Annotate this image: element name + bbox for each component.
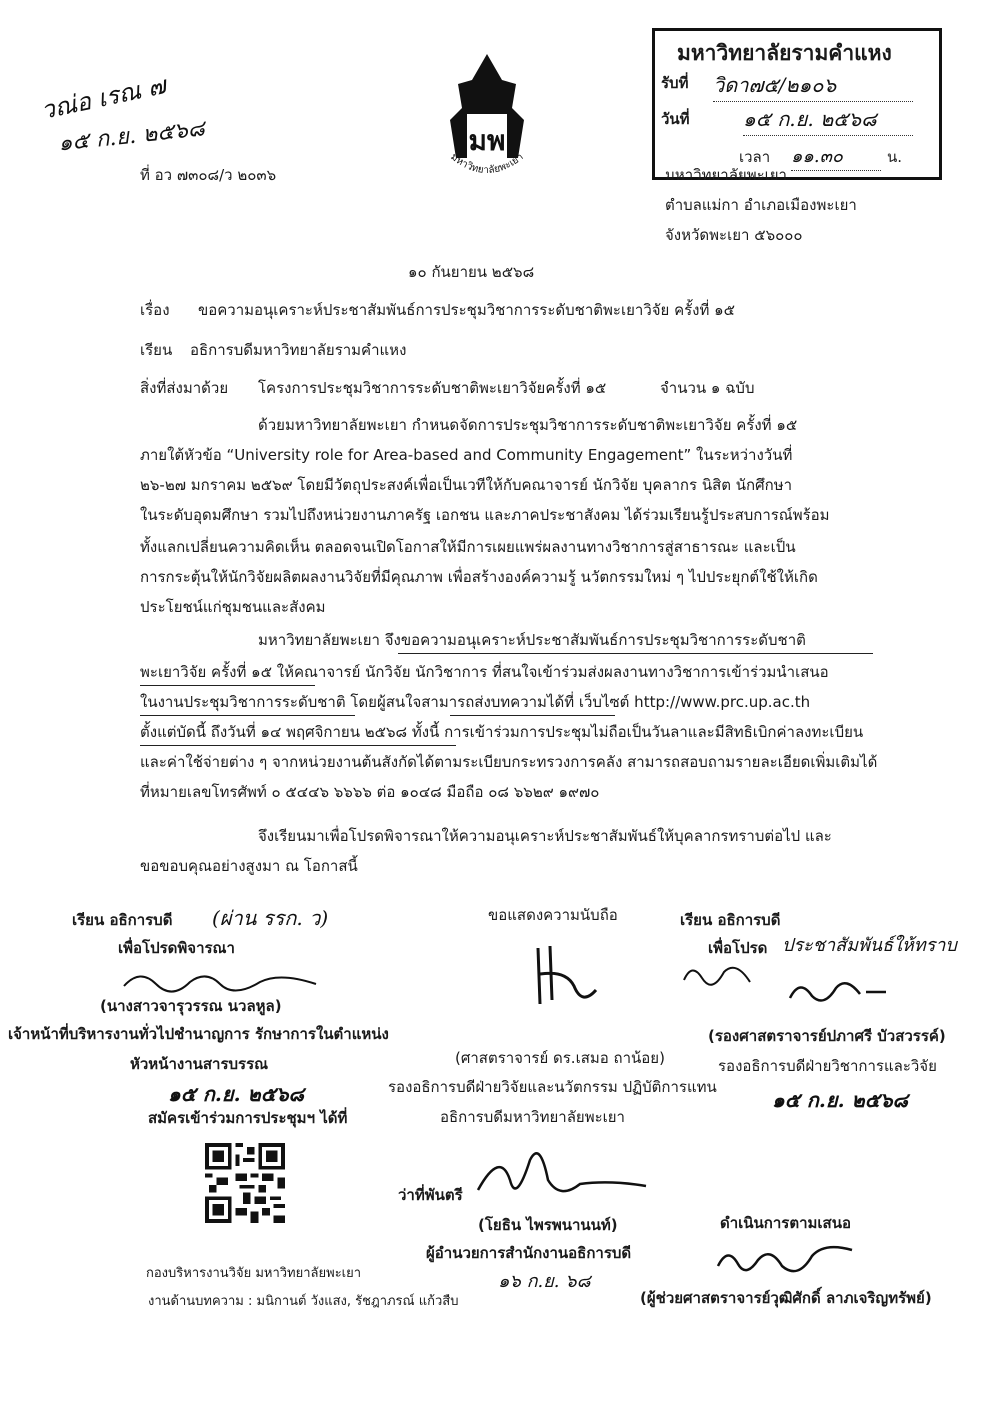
handwritten-signature-icon	[470, 1140, 650, 1210]
right-note-purpose-label: เพื่อโปรด	[708, 939, 768, 957]
left-note-date: ๑๕ ก.ย. ๒๕๖๘	[168, 1082, 304, 1106]
right-note-title: รองอธิการบดีฝ่ายวิชาการและวิจัย	[718, 1057, 937, 1075]
right-note-purpose-hand: ประชาสัมพันธ์ให้ทราบ	[782, 935, 957, 956]
stamp-title: มหาวิทยาลัยรามคำแหง	[677, 41, 892, 65]
svg-text:มพ: มพ	[468, 124, 506, 157]
subject-label: เรื่อง	[140, 301, 170, 319]
letter-date: ๑๐ กันยายน ๒๕๖๘	[408, 263, 535, 281]
qr-code-icon[interactable]	[205, 1143, 285, 1223]
stamp-time-label: เวลา	[739, 148, 771, 166]
paragraph1-line: ภายใต้หัวข้อ “University role for Area-based and Community Engagement” ในระหว่างวันที่	[140, 446, 793, 464]
to-label: เรียน	[140, 341, 173, 359]
to-text: อธิการบดีมหาวิทยาลัยรามคำแหง	[190, 341, 407, 359]
left-note-purpose: เพื่อโปรดพิจารณา	[118, 939, 235, 957]
left-note-name: (นางสาวจารุวรรณ นวลหูล)	[100, 997, 282, 1015]
enclosure-qty: จำนวน ๑ ฉบับ	[660, 379, 755, 397]
sender-address-line-3: จังหวัดพะเยา ๕๖๐๐๐	[665, 226, 803, 244]
paragraph1-line: ๒๖-๒๗ มกราคม ๒๕๖๙ โดยมีวัตถุประสงค์เพื่อเป็นเวทีให้กับคณาจารย์ นักวิจัย บุคลากร นิสิต นักศึกษา	[140, 476, 793, 494]
footer-contact: งานด้านบทความ : มนิกานต์ วังแสง, รัชฎาภรณ์ แก้วสืบ	[148, 1294, 459, 1309]
paragraph1-line: ทั้งแลกเปลี่ยนความคิดเห็น ตลอดจนเปิดโอกาสให้มีการเผยแพร่ผลงานทางวิชาการสู่สาธารณะ และเป็น	[140, 538, 796, 556]
proceed-name: (ผู้ช่วยศาสตราจารย์วุฒิศักดิ์ ลาภเจริญทรัพย์)	[640, 1289, 932, 1307]
university-logo	[432, 50, 542, 190]
left-note-title-2: หัวหน้างานสารบรรณ	[130, 1055, 269, 1073]
handwritten-signature-icon	[680, 958, 930, 1018]
enclosure-text: โครงการประชุมวิชาการระดับชาติพะเยาวิจัยครั้งที่ ๑๕	[258, 379, 607, 397]
paragraph1-line: ด้วยมหาวิทยาลัยพะเยา กำหนดจัดการประชุมวิชาการระดับชาติพะเยาวิจัย ครั้งที่ ๑๕	[258, 416, 798, 434]
hand-underline-5	[140, 745, 456, 746]
left-note-to: เรียน อธิการบดี	[72, 911, 173, 929]
closing-phrase: ขอแสดงความนับถือ	[488, 906, 618, 924]
university-seal-icon	[432, 50, 542, 190]
handwritten-receipt-note: วณ่อ เรณ ๗	[38, 71, 169, 125]
left-note-via: (ผ่าน รรก. ว)	[212, 906, 329, 930]
center-signer-name: (ศาสตราจารย์ ดร.เสมอ ถาน้อย)	[455, 1049, 665, 1067]
paragraph2-line: และค่าใช้จ่ายต่าง ๆ จากหน่วยงานต้นสังกัดได้ตามระเบียบกระทรวงการคลัง สามารถสอบถามรายละเอียดเพิ่มเติมได้	[140, 753, 878, 771]
center-signer-title-1: รองอธิการบดีฝ่ายวิจัยและนวัตกรรม ปฏิบัติการแทน	[388, 1078, 717, 1096]
svg-text:มหาวิทยาลัยพะเยา: มหาวิทยาลัยพะเยา	[448, 151, 526, 177]
center-signer-title-2: อธิการบดีมหาวิทยาลัยพะเยา	[440, 1108, 625, 1126]
paragraph3-line: ขอขอบคุณอย่างสูงมา ณ โอกาสนี้	[140, 857, 358, 875]
paragraph1-line: ประโยชน์แก่ชุมชนและสังคม	[140, 598, 326, 616]
paragraph2-line: ตั้งแต่บัดนี้ ถึงวันที่ ๑๔ พฤศจิกายน ๒๕๖๘ ทั้งนี้ การเข้าร่วมการประชุมไม่ถือเป็นวันลาและมีสิทธิเบิกค่าลงทะเบียน	[140, 723, 864, 741]
paragraph2-line: มหาวิทยาลัยพะเยา จึงขอความอนุเคราะห์ประชาสัมพันธ์การประชุมวิชาการระดับชาติ	[258, 631, 806, 649]
hand-underline-3	[140, 715, 355, 716]
reference-number: ที่ อว ๗๓๐๘/ว ๒๐๓๖	[140, 166, 277, 184]
stamp-received-value: วิดา๗๕/๒๑๐๖	[713, 69, 913, 102]
paragraph2-line: ที่หมายเลขโทรศัพท์ ๐ ๕๔๔๖ ๖๖๖๖ ต่อ ๑๐๔๘ มือถือ ๐๘ ๖๖๒๙ ๑๙๗๐	[140, 783, 600, 801]
acting-title: ผู้อำนวยการสำนักงานอธิการบดี	[426, 1244, 632, 1262]
right-note-to: เรียน อธิการบดี	[680, 911, 781, 929]
handwritten-signature-icon	[518, 940, 608, 1020]
subject-text: ขอความอนุเคราะห์ประชาสัมพันธ์การประชุมวิชาการระดับชาติพะเยาวิจัย ครั้งที่ ๑๕	[198, 301, 736, 319]
stamp-time-suffix: น.	[887, 148, 903, 166]
receipt-stamp	[652, 28, 942, 180]
acting-label: ว่าที่พันตรี	[398, 1186, 463, 1204]
right-note-date: ๑๕ ก.ย. ๒๕๖๘	[772, 1088, 908, 1112]
handwritten-signature-icon	[712, 1236, 862, 1286]
proceed-label: ดำเนินการตามเสนอ	[720, 1214, 851, 1232]
paragraph2-line: พะเยาวิจัย ครั้งที่ ๑๕ ให้คณาจารย์ นักวิจัย นักวิชาการ ที่สนใจเข้าร่วมส่งผลงานทางวิชาการเข้าร่วมนำเสนอ	[140, 663, 829, 681]
hand-underline-4	[450, 715, 615, 716]
paragraph1-line: การกระตุ้นให้นักวิจัยผลิตผลงานวิจัยที่มีคุณภาพ เพื่อสร้างองค์ความรู้ นวัตกรรมใหม่ ๆ ไปประยุกต์ใช้ให้เกิด	[140, 568, 818, 586]
stamp-date-label: วันที่	[661, 110, 690, 128]
handwritten-signature-icon	[120, 966, 320, 996]
left-note-register: สมัครเข้าร่วมการประชุมฯ ได้ที่	[148, 1109, 348, 1127]
enclosure-label: สิ่งที่ส่งมาด้วย	[140, 379, 229, 397]
paragraph3-line: จึงเรียนมาเพื่อโปรดพิจารณาให้ความอนุเคราะห์ประชาสัมพันธ์ให้บุคลากรทราบต่อไป และ	[258, 827, 832, 845]
right-note-name: (รองศาสตราจารย์ปภาศรี บัวสวรรค์)	[708, 1027, 946, 1045]
hand-underline-2	[140, 685, 315, 686]
left-note-title-1: เจ้าหน้าที่บริหารงานทั่วไปชำนาญการ รักษาการในตำแหน่ง	[8, 1025, 389, 1043]
footer-dept: กองบริหารงานวิจัย มหาวิทยาลัยพะเยา	[146, 1266, 362, 1281]
paragraph1-line: ในระดับอุดมศึกษา รวมไปถึงหน่วยงานภาครัฐ เอกชน และภาคประชาสังคม ได้ร่วมเรียนรู้ประสบการณ์พร้อม	[140, 506, 830, 524]
sender-address-line-2: ตำบลแม่กา อำเภอเมืองพะเยา	[665, 196, 857, 214]
stamp-received-label: รับที่	[661, 74, 689, 92]
acting-name: (โยธิน ไพรพนานนท์)	[478, 1216, 618, 1234]
sender-address-line-1: มหาวิทยาลัยพะเยา	[665, 166, 787, 184]
acting-hand-date: ๑๖ ก.ย. ๖๘	[498, 1271, 591, 1292]
hand-underline-1	[398, 653, 873, 654]
stamp-date-value: ๑๕ ก.ย. ๒๕๖๘	[743, 103, 913, 136]
handwritten-receipt-date: ๑๕ ก.ย. ๒๕๖๘	[57, 116, 206, 157]
paragraph2-line: ในงานประชุมวิชาการระดับชาติ โดยผู้สนใจสามารถส่งบทความได้ที่ เว็บไซต์ http://www.prc.up.ac.th	[140, 693, 811, 711]
stamp-time-value: ๑๑.๓๐	[791, 141, 881, 171]
